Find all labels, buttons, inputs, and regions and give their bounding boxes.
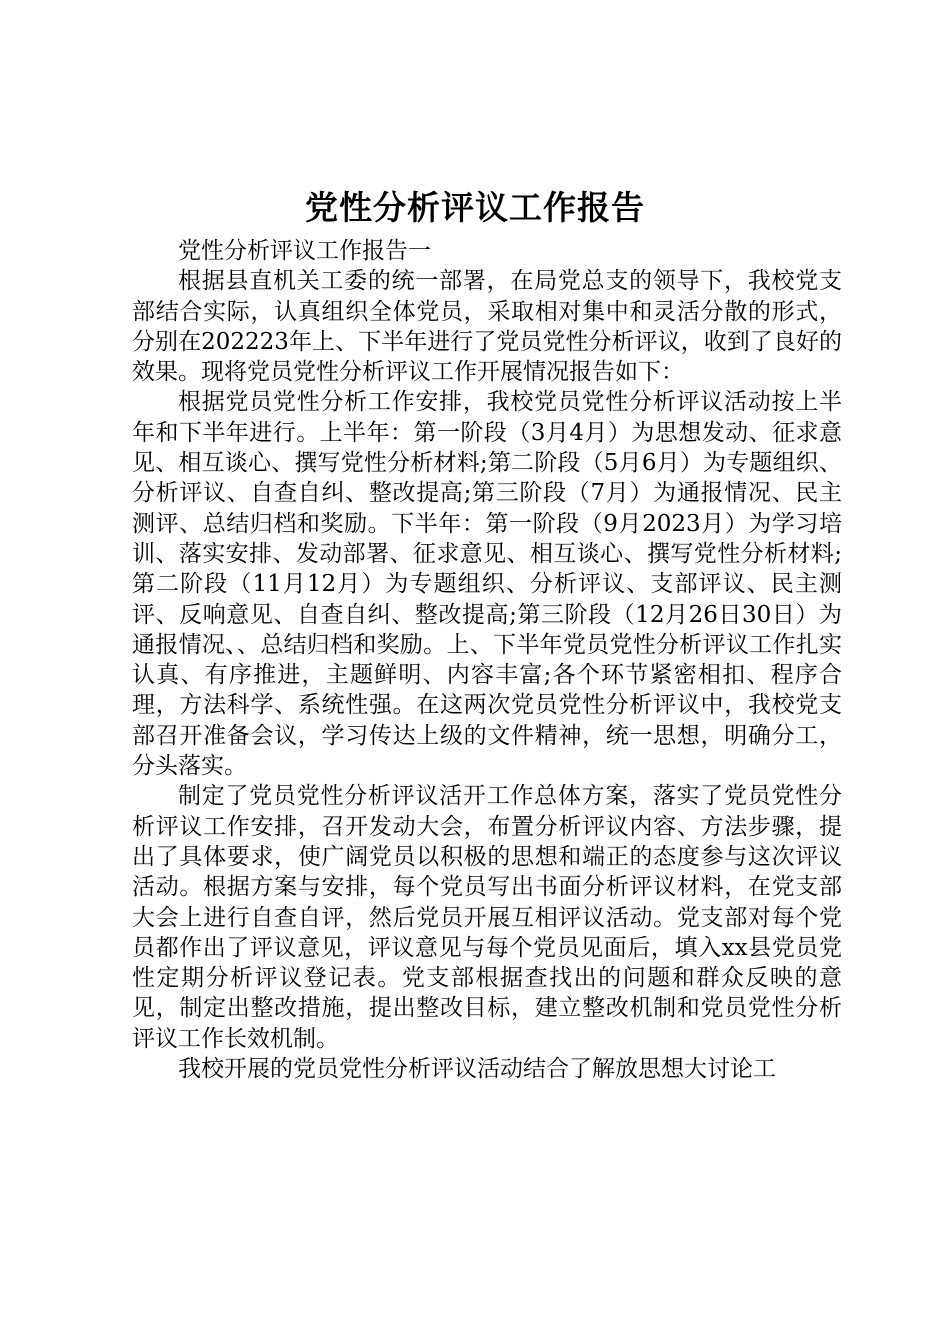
paragraph-subtitle: 党性分析评议工作报告一: [178, 238, 431, 264]
paragraph-schedule: 根据党员党性分析工作安排，我校党员党性分析评议活动按上半年和下半年进行。上半年：第一阶段（3月4月）为思想发动、征求意见、相互谈心、撰写党性分析材料;第二阶段（5月6月）为专题组织、分析评议、自查自纠、整改提高;第三阶段（7月）为通报情况、民主测评、总结归档和奖励。下半年：第一阶段（9月2023月）为学习培训、落实安排、发动部署、征求意见、相互谈心、撰写党性分析材料;第二阶段（11月12月）为专题组织、分析评议、支部评议、民主测评、反响意见、自查自纠、整改提高;第三阶段（12月26日30日）为通报情况、、总结归档和奖励。上、下半年党员党性分析评议工作扎实认真、有序推进，主题鲜明、内容丰富;各个环节紧密相扣、程序合理，方法科学、系统性强。在这两次党员党性分析评议中，我校党支部召开准备会议，学习传达上级的文件精神，统一思想，明确分工，分头落实。: [132, 389, 842, 780]
paragraph-plan: 制定了党员党性分析评议活开工作总体方案，落实了党员党性分析评议工作安排，召开发动大会，布置分析评议内容、方法步骤，提出了具体要求，使广阔党员以积极的思想和端正的态度参与这次评议活动。根据方案与安排，每个党员写出书面分析评议材料，在党支部大会上进行自查自评，然后党员开展互相评议活动。党支部对每个党员都作出了评议意见，评议意见与每个党员见面后，填入xx县党员党性定期分析评议登记表。党支部根据查找出的问题和群众反映的意见，制定出整改措施，提出整改目标，建立整改机制和党员党性分析评议工作长效机制。: [132, 783, 842, 1052]
paragraph-combined-activity: 我校开展的党员党性分析评议活动结合了解放思想大讨论工: [178, 1056, 776, 1083]
document-body: [132, 236, 842, 1084]
document-title: 党性分析评议工作报告: [305, 188, 645, 227]
paragraph-intro: 根据县直机关工委的统一部署，在局党总支的领导下，我校党支部结合实际，认真组织全体党员，采取相对集中和灵活分散的形式，分别在202223年上、下半年进行了党员党性分析评议，收到了良好的效果。现将党员党性分析评议工作开展情况报告如下：: [132, 268, 842, 386]
